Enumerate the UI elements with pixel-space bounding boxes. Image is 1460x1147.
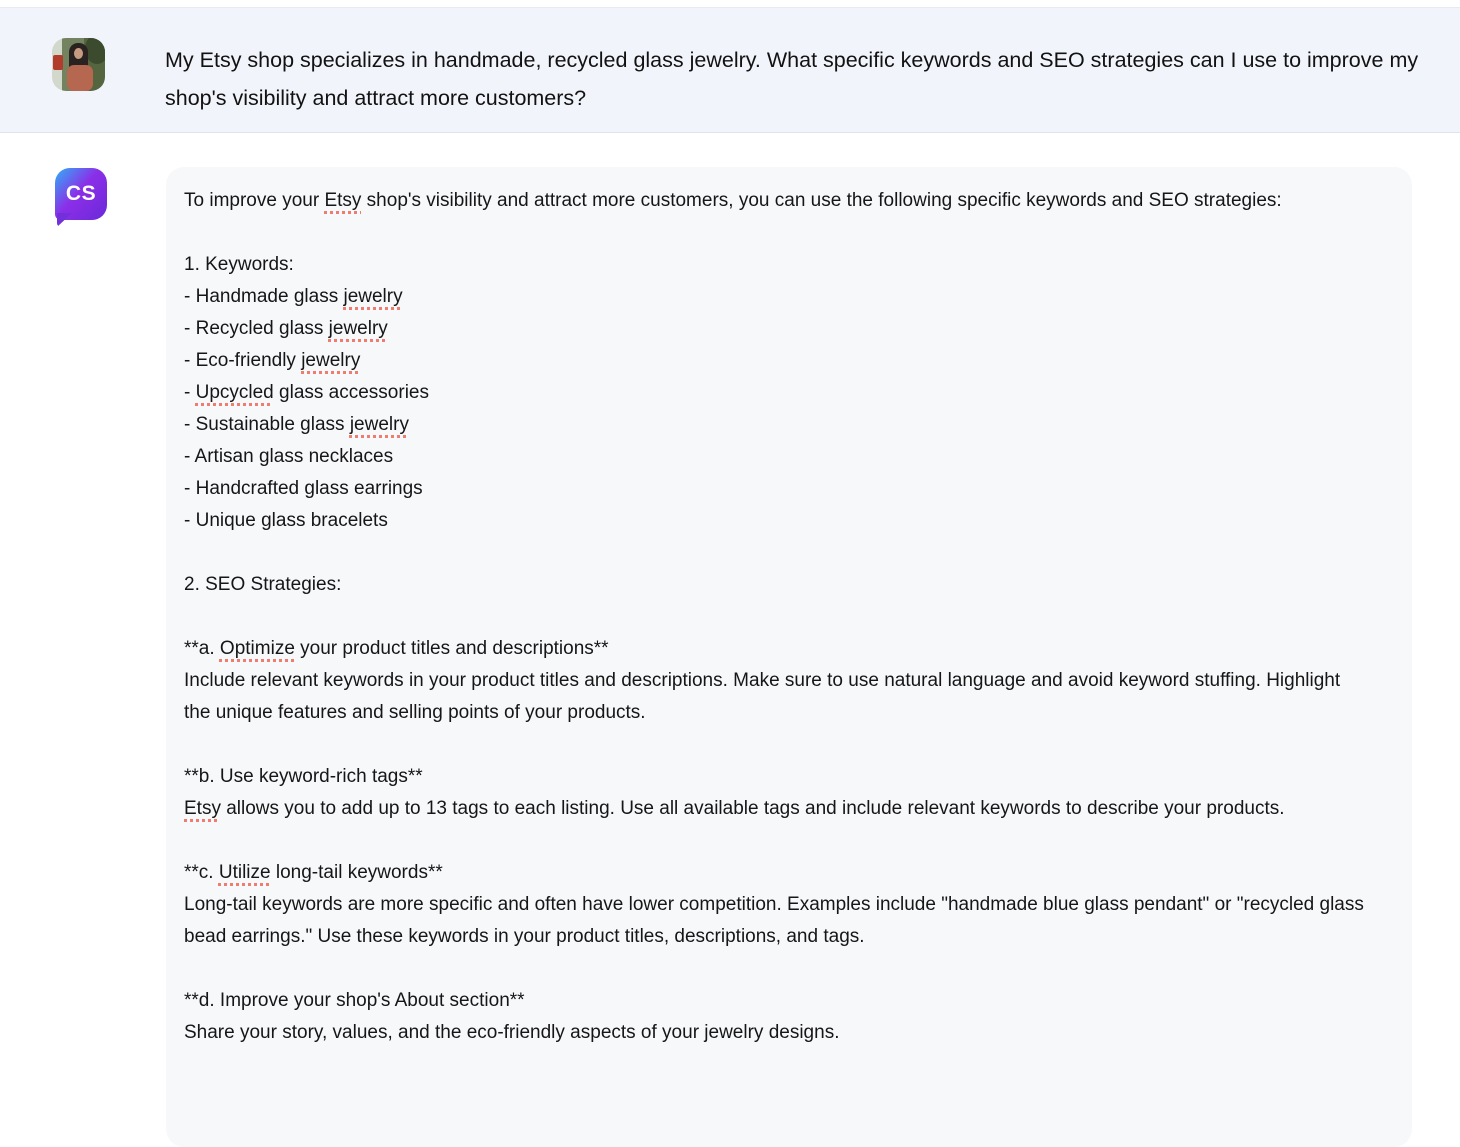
user-message-bar — [0, 7, 1460, 133]
message-line: **b. Use keyword-rich tags** — [184, 766, 423, 787]
message-line: Share your story, values, and the eco-friendly aspects of your jewelry designs. — [184, 1022, 840, 1043]
avatar-foliage — [85, 38, 105, 64]
message-block — [184, 761, 1370, 825]
message-line: - Sustainable glass jewelry — [184, 414, 409, 435]
message-block — [184, 633, 1370, 729]
message-block — [184, 185, 1370, 217]
message-line: **d. Improve your shop's About section** — [184, 990, 525, 1011]
user-avatar — [52, 38, 105, 91]
message-line: - Handcrafted glass earrings — [184, 478, 423, 499]
message-block — [184, 985, 1370, 1049]
misspelled-word: jewelry — [328, 318, 388, 339]
message-line: To improve your Etsy shop's visibility and attract more customers, you can use the following specific keywords and SEO strategies: — [184, 190, 1282, 211]
misspelled-word: jewelry — [343, 286, 403, 307]
message-line: - Handmade glass jewelry — [184, 286, 403, 307]
user-question-text: My Etsy shop specializes in handmade, recycled glass jewelry. What specific keywords and SEO strategies can I use to improve my shop's visibility and attract more customers? — [165, 48, 1419, 110]
misspelled-word: jewelry — [301, 350, 361, 371]
message-line: - Upcycled glass accessories — [184, 382, 429, 403]
message-line: Include relevant keywords in your product titles and descriptions. Make sure to use natural language and avoid keyword stuffing. Highlight the unique features and selling points of your products. — [184, 670, 1341, 723]
assistant-message-body — [184, 185, 1370, 1049]
misspelled-word: Etsy — [324, 190, 362, 211]
message-line: **a. Optimize your product titles and descriptions** — [184, 638, 609, 659]
message-line: - Artisan glass necklaces — [184, 446, 394, 467]
message-line: 1. Keywords: — [184, 254, 294, 275]
message-line: - Unique glass bracelets — [184, 510, 388, 531]
message-line: - Eco-friendly jewelry — [184, 350, 361, 371]
misspelled-word: Upcycled — [195, 382, 274, 403]
assistant-avatar-label: CS — [65, 182, 97, 205]
message-block — [184, 569, 1370, 601]
message-line: **c. Utilize long-tail keywords** — [184, 862, 443, 883]
message-block — [184, 249, 1370, 537]
misspelled-word: Optimize — [219, 638, 295, 659]
message-line: Etsy allows you to add up to 13 tags to each listing. Use all available tags and include relevant keywords to describe your products. — [184, 798, 1285, 819]
misspelled-word: jewelry — [349, 414, 409, 435]
avatar-dress — [67, 65, 93, 91]
assistant-avatar-chatsonic-logo — [55, 168, 107, 220]
message-block — [184, 857, 1370, 953]
message-line: Long-tail keywords are more specific and often have lower competition. Examples include "handmade blue glass pendant" or "recycled glass bead earrings." Use these keywords in your product titles, descriptions, and tags. — [184, 894, 1364, 947]
message-line: - Recycled glass jewelry — [184, 318, 388, 339]
misspelled-word: Utilize — [218, 862, 271, 883]
message-line: 2. SEO Strategies: — [184, 574, 342, 595]
avatar-background-truck — [53, 55, 63, 70]
assistant-response-bubble — [166, 167, 1412, 1147]
misspelled-word: Etsy — [184, 798, 221, 819]
avatar-face — [74, 48, 83, 59]
